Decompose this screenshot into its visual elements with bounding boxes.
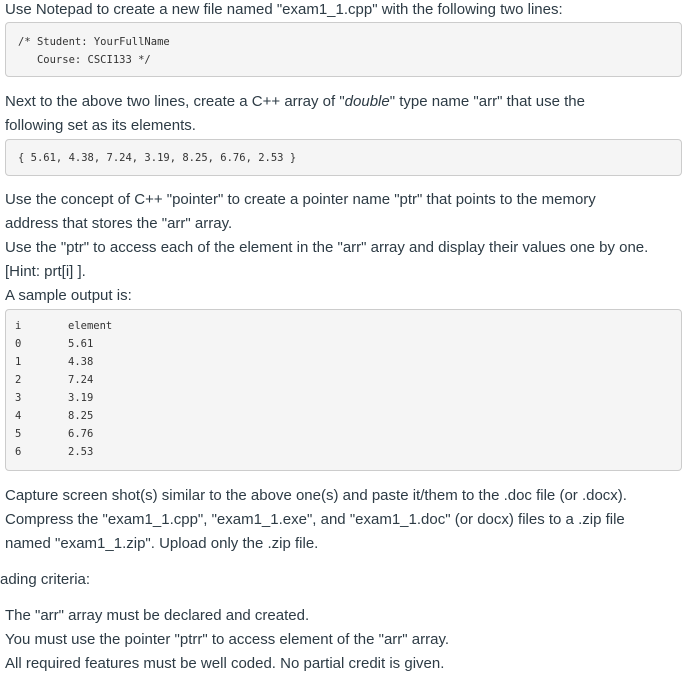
output-header-row bbox=[6, 320, 681, 338]
array-instruction-post: " type name "arr" that use the bbox=[389, 93, 585, 110]
hint-text: [Hint: prt[i] ]. bbox=[5, 263, 86, 280]
array-instruction-line1 bbox=[5, 90, 585, 114]
submission-line3: named "exam1_1.zip". Upload only the .zip file. bbox=[5, 535, 319, 552]
pointer-instruction-line2: address that stores the "arr" array. bbox=[5, 215, 233, 232]
grading-heading: ading criteria: bbox=[0, 571, 91, 588]
submission-line2: Compress the "exam1_1.cpp", "exam1_1.exe", and "exam1_1.doc" (or docx) files to a .zip file bbox=[5, 511, 625, 528]
output-row bbox=[6, 410, 681, 428]
grading-item: The "arr" array must be declared and created. bbox=[5, 607, 310, 624]
output-header-i: i bbox=[15, 320, 22, 332]
output-value: 2.53 bbox=[68, 446, 94, 458]
output-value: 4.38 bbox=[68, 356, 94, 368]
output-index: 1 bbox=[15, 356, 22, 368]
output-row bbox=[6, 356, 681, 374]
output-row bbox=[6, 374, 681, 392]
array-instruction-line2: following set as its elements. bbox=[5, 117, 196, 134]
comment-code-block bbox=[5, 22, 682, 77]
output-index: 6 bbox=[15, 446, 22, 458]
sample-output-block bbox=[5, 309, 682, 471]
code-line-course: Course: CSCI133 */ bbox=[18, 54, 151, 66]
output-index: 2 bbox=[15, 374, 22, 386]
array-type-emphasis: double bbox=[344, 93, 390, 110]
array-code-block bbox=[5, 139, 682, 176]
array-code-line: { 5.61, 4.38, 7.24, 3.19, 8.25, 6.76, 2.53 } bbox=[18, 152, 297, 164]
intro-text: Use Notepad to create a new file named "exam1_1.cpp" with the following two lines: bbox=[5, 1, 563, 18]
pointer-instruction-line3: Use the "ptr" to access each of the element in the "arr" array and display their values one by one. bbox=[5, 239, 649, 256]
sample-output-label: A sample output is: bbox=[5, 287, 132, 304]
output-value: 6.76 bbox=[68, 428, 94, 440]
output-row bbox=[6, 428, 681, 446]
array-instruction-pre: Next to the above two lines, create a C++ array of " bbox=[5, 93, 345, 110]
code-line-student: /* Student: YourFullName bbox=[18, 36, 170, 48]
grading-item: You must use the pointer "ptrr" to access element of the "arr" array. bbox=[5, 631, 450, 648]
output-value: 8.25 bbox=[68, 410, 94, 422]
submission-line1: Capture screen shot(s) similar to the above one(s) and paste it/them to the .doc file (or .docx). bbox=[5, 487, 627, 504]
grading-item: All required features must be well coded. No partial credit is given. bbox=[5, 655, 445, 672]
output-value: 3.19 bbox=[68, 392, 94, 404]
output-header-element: element bbox=[68, 320, 113, 332]
output-row bbox=[6, 392, 681, 410]
output-index: 5 bbox=[15, 428, 22, 440]
output-index: 4 bbox=[15, 410, 22, 422]
pointer-instruction-line1: Use the concept of C++ "pointer" to create a pointer name "ptr" that points to the memory bbox=[5, 191, 596, 208]
output-row bbox=[6, 446, 681, 464]
output-value: 7.24 bbox=[68, 374, 94, 386]
output-index: 0 bbox=[15, 338, 22, 350]
output-row bbox=[6, 338, 681, 356]
output-value: 5.61 bbox=[68, 338, 94, 350]
output-index: 3 bbox=[15, 392, 22, 404]
